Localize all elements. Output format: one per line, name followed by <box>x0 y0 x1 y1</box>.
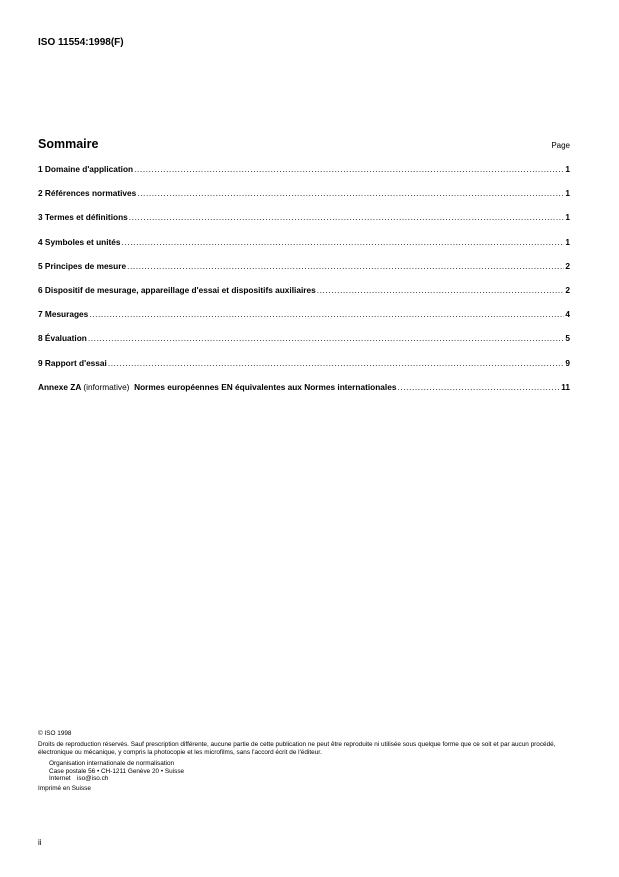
toc-leader <box>134 164 564 174</box>
toc-annex-text <box>38 382 396 392</box>
toc-entry-text: 9 Rapport d'essai <box>38 357 107 368</box>
toc-entry-text: 3 Termes et définitions <box>38 212 128 223</box>
toc-entry[interactable] <box>38 188 570 212</box>
toc-entry-page: 1 <box>565 212 570 223</box>
page-number: ii <box>38 838 42 847</box>
toc-annex-qualifier: (informative) <box>83 381 130 392</box>
toc-leader <box>397 382 560 392</box>
toc-annex-prefix: Annexe ZA <box>38 381 82 392</box>
toc-leader <box>127 261 564 271</box>
toc-entry-text: 5 Principes de mesure <box>38 260 127 271</box>
internet-address[interactable]: iso@iso.ch <box>77 775 109 783</box>
toc-entry[interactable] <box>38 333 570 357</box>
postal-address: Case postale 56 • CH-1211 Genève 20 • Suisse <box>49 767 185 775</box>
toc-entry-page: 2 <box>565 260 570 271</box>
toc-page-label: Page <box>551 141 570 150</box>
toc-entry[interactable] <box>38 164 570 188</box>
standard-id: ISO 11554:1998(F) <box>38 37 124 48</box>
toc-entry[interactable] <box>38 309 570 333</box>
toc-annex-page: 11 <box>561 381 570 392</box>
toc-title: Sommaire <box>38 137 99 151</box>
publisher-address <box>38 760 572 783</box>
toc-entry-page: 1 <box>565 164 570 174</box>
toc-list <box>38 164 570 406</box>
toc-entry-text: 6 Dispositif de mesurage, appareillage d'essai et dispositifs auxiliaires <box>38 284 316 295</box>
toc-entry-annex[interactable] <box>38 382 570 406</box>
toc-heading-row <box>38 137 570 151</box>
toc-entry-page: 9 <box>565 357 570 368</box>
toc-entry-page: 5 <box>565 333 570 344</box>
toc-entry[interactable] <box>38 285 570 309</box>
toc-entry[interactable] <box>38 358 570 382</box>
toc-leader <box>317 285 565 295</box>
toc-entry-page: 1 <box>565 188 570 199</box>
internet-line <box>49 775 572 783</box>
copyright-footer <box>38 730 572 793</box>
rights-statement: Droits de reproduction réservés. Sauf prescription différente, aucune partie de cette publication ne peut être reproduite ni utilisée sous quelque forme que ce soit et par aucun procédé, électronique ou mécanique, y compris la photocopie et les microfilms, sans l'accord écrit de l'éditeur. <box>38 741 556 756</box>
toc-entry[interactable] <box>38 261 570 285</box>
toc-entry[interactable] <box>38 212 570 236</box>
toc-entry-page: 4 <box>565 309 570 320</box>
toc-leader <box>137 188 564 198</box>
org-name: Organisation internationale de normalisation <box>49 760 175 767</box>
printed-in: Imprimé en Suisse <box>38 784 91 792</box>
toc-leader <box>108 358 565 368</box>
toc-entry-text: 2 Références normatives <box>38 188 137 199</box>
toc-entry-page: 1 <box>565 236 570 247</box>
toc-leader <box>129 212 565 222</box>
toc-leader <box>122 237 565 247</box>
toc-entry-text: 8 Évaluation <box>38 333 87 344</box>
toc-leader <box>89 309 564 319</box>
toc-entry-text: 4 Symboles et unités <box>38 236 121 247</box>
toc-entry-text: 7 Mesurages <box>38 309 89 320</box>
internet-label: Internet <box>49 775 71 783</box>
toc-entry-page: 2 <box>565 284 570 295</box>
toc-entry-text: 1 Domaine d'application <box>38 164 134 174</box>
toc-annex-title: Normes européennes EN équivalentes aux Normes internationales <box>134 381 397 392</box>
copyright-notice: © ISO 1998 <box>38 730 72 737</box>
toc-leader <box>88 333 565 343</box>
toc-entry[interactable] <box>38 237 570 261</box>
